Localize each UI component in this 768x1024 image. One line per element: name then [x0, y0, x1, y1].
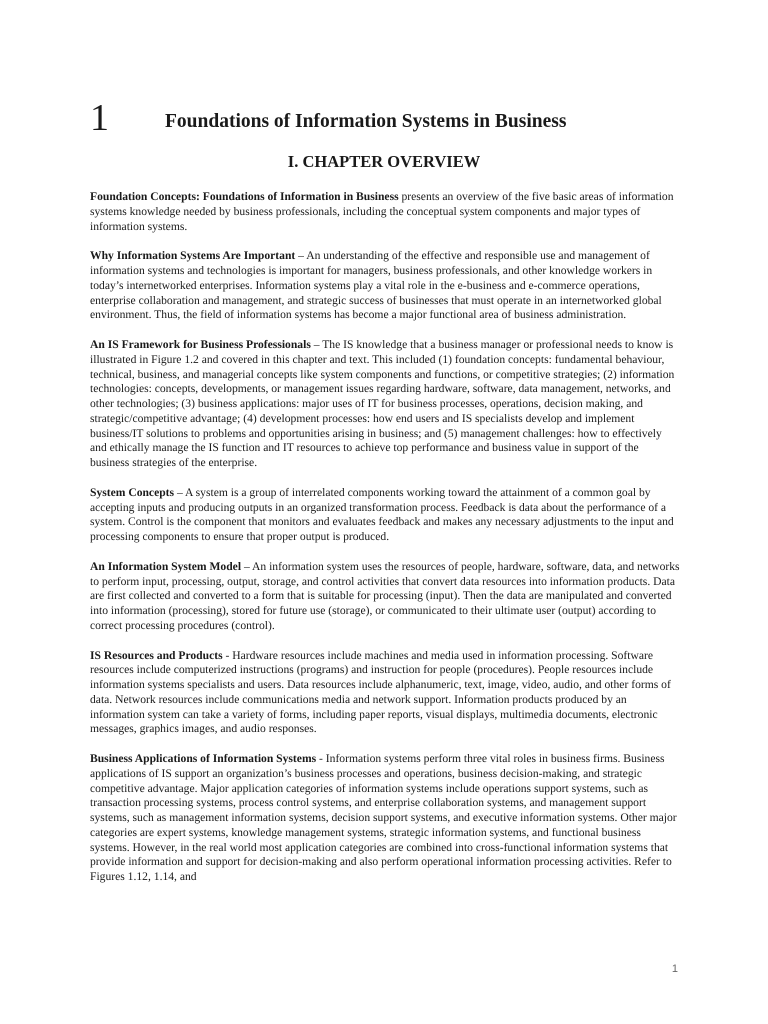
paragraph-lead: Foundation Concepts: Foundations of Information in Business [90, 190, 399, 203]
paragraph-text: - Hardware resources include machines and media used in information processing. Software resources include computerized instructions (programs) and instruction for people (procedures). People resources include information systems specialists and users. Data resources include alphanumeric, text, image, video, audio, and other forms of data. Network resources include communications media and network support. Information products produced by an information system can take a variety of forms, including paper reports, visual displays, multimedia documents, electronic messages, graphics images, and audio responses. [90, 648, 671, 736]
page-number: 1 [671, 963, 678, 975]
paragraph-lead: An Information System Model [90, 559, 242, 573]
paragraph-lead: IS Resources and Products [90, 648, 223, 662]
chapter-number: 1 [90, 97, 109, 139]
paragraph-text: presents an overview of the five basic areas of information systems knowledge needed by business professionals, including the conceptual system components and major types of information systems. [90, 190, 674, 233]
paragraph-is-framework [90, 338, 680, 471]
paragraph-business-applications [90, 752, 680, 885]
paragraph-system-concepts [90, 486, 680, 545]
paragraph-lead: System Concepts [90, 485, 175, 499]
paragraph-why-is-important [90, 249, 680, 323]
paragraph-text: – A system is a group of interrelated components working toward the attainment of a common goal by accepting inputs and producing outputs in an organized transformation process. Feedback is data about the performance of a system. Control is the component that monitors and evaluates feedback and makes any necessary adjustments to the input and processing components to ensure that proper output is produced. [90, 485, 674, 543]
paragraph-lead: Business Applications of Information Systems [90, 752, 317, 765]
section-heading: I. CHAPTER OVERVIEW [287, 152, 481, 171]
paragraph-lead: An IS Framework for Business Professionals [90, 338, 311, 351]
paragraph-text: – The IS knowledge that a business manager or professional needs to know is illustrated in Figure 1.2 and covered in this chapter and text. This included (1) foundation concepts: fundamental behaviour, technical, business, and managerial concepts like system components and functions, or competitive strategies; (2) information technologies: concepts, developments, or management issues regarding hardware, software, data management, networks, and other technologies; (3) business applications: major uses of IT for business processes, operations, decision making, and strategic/competitive advantage; (4) development processes: how end users and IS specialists develop and implement business/IT solutions to problems and opportunities arising in business; and (5) management challenges: how to effectively and ethically manage the IS function and IT resources to achieve top performance and business value in support of the business strategies of the enterprise. [90, 338, 675, 469]
paragraph-text: – An understanding of the effective and responsible use and management of information systems and technologies is important for managers, business professionals, and other knowledge workers in today’s internetworked enterprises. Information systems play a vital role in the e-business and e-commerce operations, enterprise collaboration and management, and strategic success of businesses that must operate in an internetworked global environment. Thus, the field of information systems has become a major functional area of business administration. [90, 249, 662, 322]
paragraph-foundation-concepts [90, 190, 680, 234]
body-text [90, 190, 680, 900]
paragraph-is-resources [90, 649, 680, 738]
chapter-title: Foundations of Information Systems in Business [165, 111, 567, 132]
paragraph-text: – An information system uses the resources of people, hardware, software, data, and networks to perform input, processing, output, storage, and control activities that convert data resources into information products. Data are first collected and converted to a form that is suitable for processing (input). Then the data are manipulated and converted into information (processing), stored for future use (storage), or communicated to their ultimate user (output) according to correct processing procedures (control). [90, 559, 680, 632]
paragraph-is-model [90, 560, 680, 634]
paragraph-lead: Why Information Systems Are Important [90, 249, 296, 263]
paragraph-text: - Information systems perform three vital roles in business firms. Business applications of IS support an organization’s business processes and operations, business decision-making, and strategic competitive advantage. Major application categories of information systems include operations support systems, such as transaction processing systems, process control systems, and enterprise collaboration systems, and management support systems, such as management information systems, decision support systems, and executive information systems. Other major categories are expert systems, knowledge management systems, strategic information systems, and functional business systems. However, in the real world most application categories are combined into cross-functional information systems that provide information and support for decision-making and also perform operational information processing activities. Refer to Figures 1.12, 1.14, and [90, 752, 677, 883]
chapter-header [90, 96, 690, 146]
